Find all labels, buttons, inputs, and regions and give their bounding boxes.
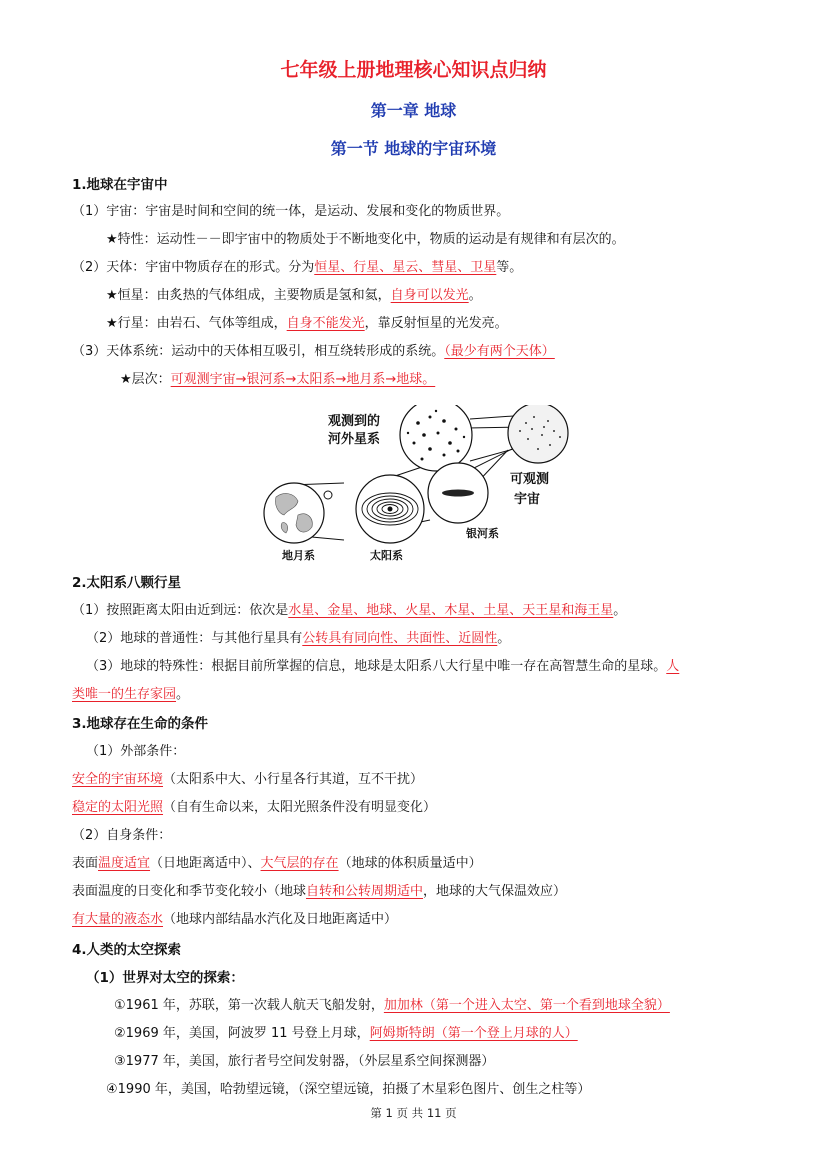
document-title: 七年级上册地理核心知识点归纳 — [280, 59, 547, 81]
heading-space-exploration: 4.人类的太空探索 — [72, 942, 182, 958]
text: ②1969 年，美国，阿波罗 11 号登上月球， — [114, 1026, 370, 1041]
text: （2）天体：宇宙中物质存在的形式。分为 — [72, 260, 315, 275]
label-earth-moon-system: 地月系 — [282, 549, 315, 562]
text: （日地距离适中）、 — [150, 856, 261, 871]
highlight: 自转和公转周期适中 — [306, 884, 424, 899]
highlight: （最少有两个天体） — [444, 344, 555, 359]
paragraph-internal-conditions: （2）自身条件： — [72, 828, 172, 843]
text: （3）地球的特殊性：根据目前所掌握的信息，地球是太阳系八大行星中唯一存在高智慧生命的星球。 — [86, 659, 667, 674]
highlight: 稳定的太阳光照 — [72, 800, 164, 815]
label-universe-line2: 宇宙 — [514, 492, 541, 507]
subheading-world-exploration: （1）世界对太空的探索： — [86, 970, 244, 986]
celestial-system-hierarchy-figure — [258, 405, 580, 565]
text: 等。 — [496, 260, 523, 275]
paragraph-stable-sunlight — [72, 798, 436, 818]
label-milky-way: 银河系 — [466, 527, 499, 540]
highlight: 加加林（第一个进入太空、第一个看到地球全貌） — [383, 998, 670, 1013]
list-item-1961 — [114, 996, 670, 1016]
heading-life-conditions: 3.地球存在生命的条件 — [72, 716, 209, 732]
paragraph-universe: （1）宇宙：宇宙是时间和空间的统一体，是运动、发展和变化的物质世界。 — [72, 204, 510, 219]
highlight: 大气层的存在 — [260, 856, 339, 871]
galaxies-circle — [400, 405, 472, 471]
text: （3）天体系统：运动中的天体相互吸引，相互绕转形成的系统。 — [72, 344, 445, 359]
paragraph-star — [106, 286, 482, 306]
paragraph-planet — [106, 314, 508, 334]
list-item-1977: ③1977 年，美国，旅行者号空间发射器，（外层星系空间探测器） — [114, 1054, 495, 1069]
text: 。 — [613, 603, 627, 618]
paragraph-earth-uniqueness-cont — [72, 685, 189, 705]
page-footer: 第 1 页 共 11 页 — [370, 1106, 457, 1120]
paragraph-planet-order — [72, 601, 626, 621]
text: （2）地球的普通性：与其他行星具有 — [86, 631, 303, 646]
text: 表面温度的日变化和季节变化较小（地球 — [72, 884, 307, 899]
text: 。 — [468, 288, 482, 303]
paragraph-celestial-system — [72, 342, 555, 362]
highlight: 恒星、行星、星云、彗星、卫星 — [314, 260, 497, 275]
highlight: 公转具有同向性、共面性、近圆性 — [302, 631, 498, 646]
paragraph-earth-commonality — [86, 629, 510, 649]
text: ★行星：由岩石、气体等组成， — [106, 316, 287, 331]
highlight: 安全的宇宙环境 — [72, 772, 164, 787]
highlight: 类唯一的生存家园 — [72, 687, 177, 702]
paragraph-celestial-bodies — [72, 258, 522, 278]
text: 。 — [176, 687, 190, 702]
text: （地球内部结晶水汽化及日地距离适中） — [163, 912, 398, 927]
highlight: 自身不能发光 — [286, 316, 365, 331]
text: ①1961 年，苏联，第一次载人航天飞船发射， — [114, 998, 384, 1013]
paragraph-safe-environment — [72, 770, 423, 790]
paragraph-hierarchy — [120, 370, 435, 390]
text: （自有生命以来，太阳光照条件没有明显变化） — [163, 800, 437, 815]
paragraph-earth-uniqueness — [86, 657, 679, 677]
heading-earth-in-universe: 1.地球在宇宙中 — [72, 177, 168, 193]
paragraph-temperature-atmosphere — [72, 854, 482, 874]
text: ★恒星：由炙热的气体组成，主要物质是氢和氦， — [106, 288, 391, 303]
highlight: 水星、金星、地球、火星、木星、土星、天王星和海王星 — [288, 603, 614, 618]
paragraph-temperature-variation — [72, 882, 566, 902]
label-universe-line1: 可观测 — [510, 472, 550, 487]
text: ，地球的大气保温效应） — [423, 884, 567, 899]
chapter-title: 第一章 地球 — [370, 101, 457, 120]
text: ，靠反射恒星的光发亮。 — [364, 316, 508, 331]
heading-eight-planets: 2.太阳系八颗行星 — [72, 575, 182, 591]
text: （太阳系中大、小行星各行其道，互不干扰） — [163, 772, 424, 787]
label-galaxies-line1: 观测到的 — [328, 414, 381, 429]
list-item-1969 — [114, 1024, 578, 1044]
text: 表面 — [72, 856, 99, 871]
highlight: 可观测宇宙→银河系→太阳系→地月系→地球。 — [170, 372, 436, 387]
label-solar-system: 太阳系 — [370, 549, 403, 562]
highlight: 自身可以发光 — [390, 288, 469, 303]
paragraph-liquid-water — [72, 910, 397, 930]
earth-moon-globe — [264, 483, 324, 543]
text: 。 — [497, 631, 511, 646]
highlight: 人 — [666, 659, 680, 674]
paragraph-universe-feature: ★特性：运动性－－即宇宙中的物质处于不断地变化中，物质的运动是有规律和有层次的。 — [106, 232, 625, 247]
observable-universe-circle — [508, 405, 568, 463]
highlight: 温度适宜 — [98, 856, 151, 871]
section-title: 第一节 地球的宇宙环境 — [330, 139, 497, 158]
text: ★层次： — [120, 372, 171, 387]
text: （地球的体积质量适中） — [338, 856, 482, 871]
paragraph-external-conditions: （1）外部条件： — [86, 744, 186, 759]
highlight: 有大量的液态水 — [72, 912, 164, 927]
label-galaxies-line2: 河外星系 — [328, 432, 381, 447]
text: （1）按照距离太阳由近到远：依次是 — [72, 603, 289, 618]
list-item-1990: ④1990 年，美国，哈勃望远镜，（深空望远镜，拍摄了木星彩色图片、创生之柱等） — [106, 1082, 591, 1097]
highlight: 阿姆斯特朗（第一个登上月球的人） — [369, 1026, 578, 1041]
